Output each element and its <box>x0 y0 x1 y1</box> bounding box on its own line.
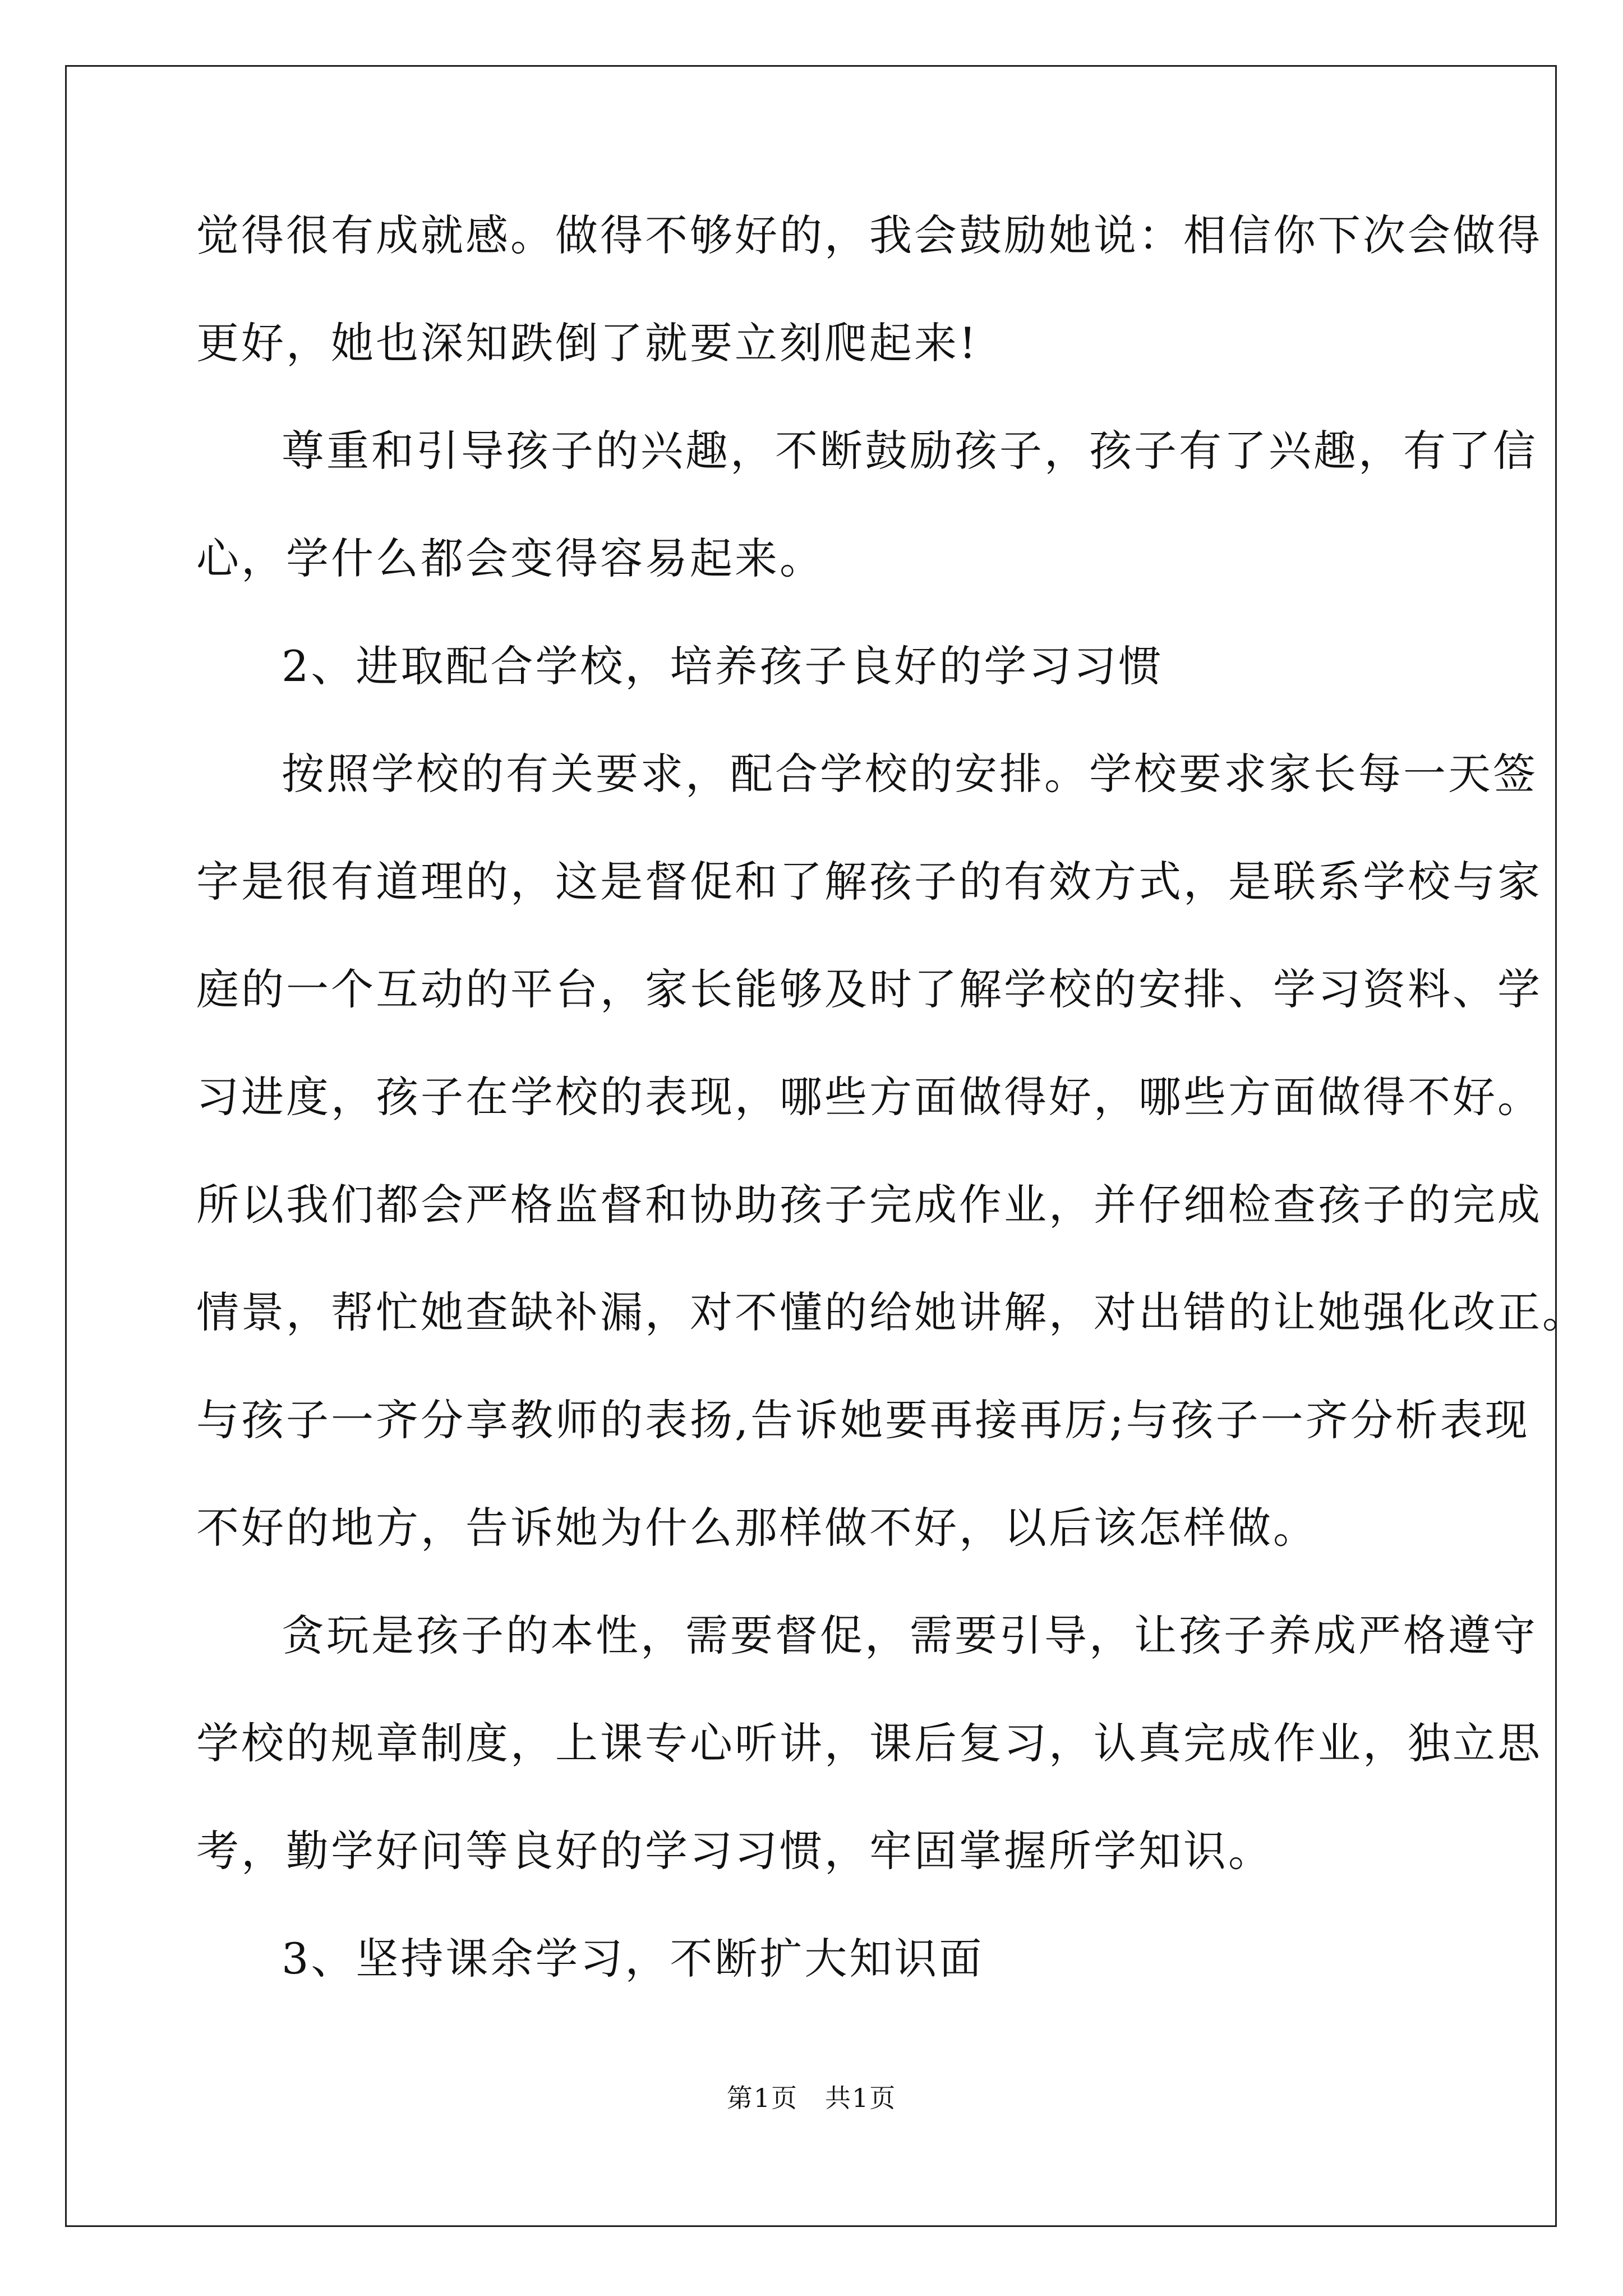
page-number: 第1页 <box>726 2083 798 2113</box>
text-line: 与孩子一齐分享教师的表扬,告诉她要再接再厉;与孩子一齐分析表现 <box>196 1395 1530 1445</box>
text-line: 考，勤学好问等良好的学习习惯，牢固掌握所学知识。 <box>196 1826 1273 1876</box>
text-line: 学校的规章制度，上课专心听讲，课后复习，认真完成作业，独立思 <box>196 1718 1542 1768</box>
section-heading: 3、坚持课余学习，不断扩大知识面 <box>282 1934 984 1984</box>
page-total: 共1页 <box>825 2083 897 2113</box>
section-heading: 2、进取配合学校，培养孩子良好的学习习惯 <box>282 641 1164 691</box>
text-line: 习进度，孩子在学校的表现，哪些方面做得好，哪些方面做得不好。 <box>196 1072 1542 1122</box>
paragraph-first-line: 贪玩是孩子的本性，需要督促，需要引导，让孩子养成严格遵守 <box>282 1611 1538 1660</box>
paragraph-first-line: 尊重和引导孩子的兴趣，不断鼓励孩子，孩子有了兴趣，有了信 <box>282 426 1538 476</box>
text-line: 所以我们都会严格监督和协助孩子完成作业，并仔细检查孩子的完成 <box>196 1180 1542 1230</box>
text-line: 字是很有道理的，这是督促和了解孩子的有效方式，是联系学校与家 <box>196 857 1542 907</box>
text-line: 心，学什么都会变得容易起来。 <box>196 533 824 583</box>
paragraph-first-line: 按照学校的有关要求，配合学校的安排。学校要求家长每一天签 <box>282 749 1538 799</box>
text-line: 庭的一个互动的平台，家长能够及时了解学校的安排、学习资料、学 <box>196 964 1542 1014</box>
text-line: 不好的地方，告诉她为什么那样做不好，以后该怎样做。 <box>196 1503 1318 1553</box>
text-line: 情景，帮忙她查缺补漏，对不懂的给她讲解，对出错的让她强化改正。 <box>196 1287 1587 1337</box>
page-footer <box>0 2081 1623 2115</box>
text-line: 觉得很有成就感。做得不够好的，我会鼓励她说：相信你下次会做得 <box>196 210 1542 260</box>
page-border <box>65 65 1557 2227</box>
text-line: 更好，她也深知跌倒了就要立刻爬起来! <box>196 318 979 368</box>
